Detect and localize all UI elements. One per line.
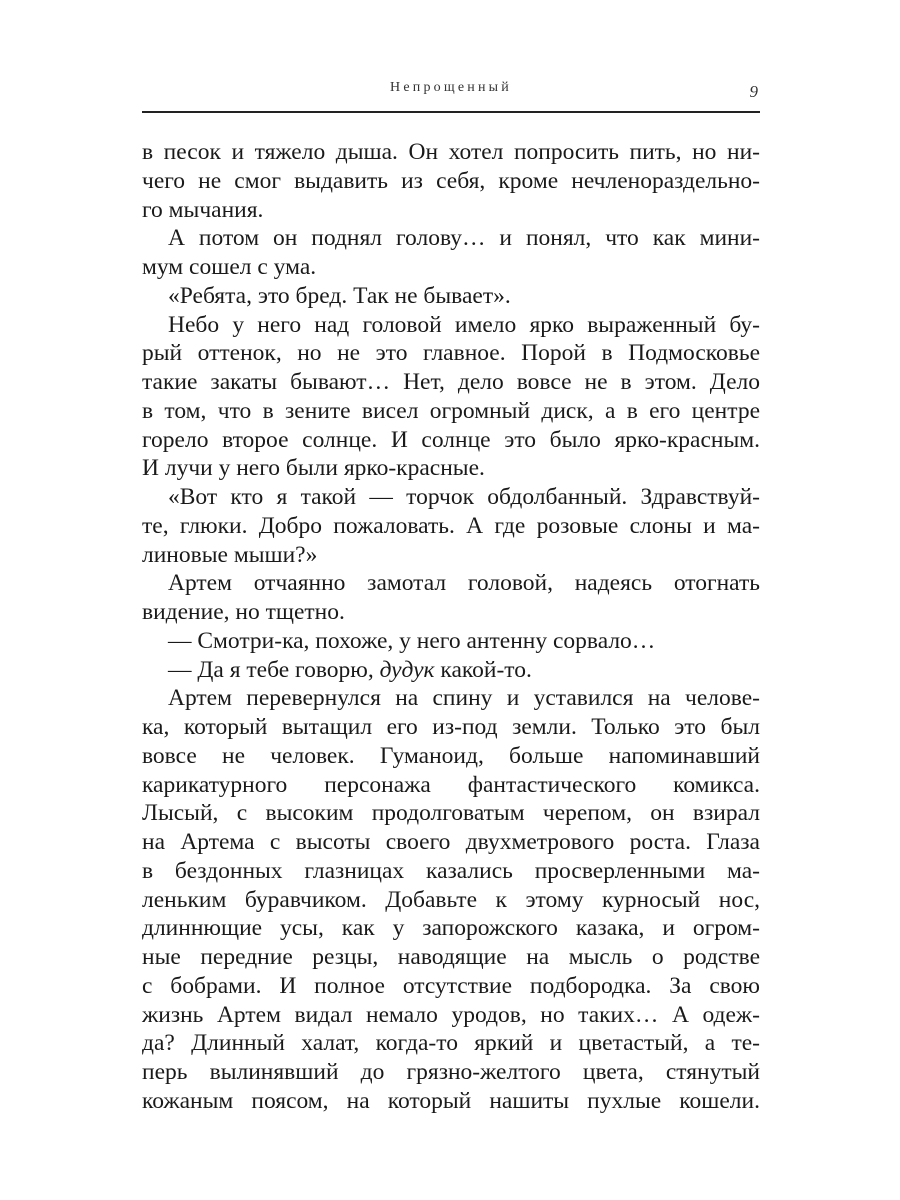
text-line: жизнь Артем видал немало уродов, но таких… А одеж-	[142, 1001, 760, 1028]
text-line: длиннющие усы, как у запорожского казака, и огром-	[142, 915, 760, 942]
text-line: ные передние резцы, наводящие на мысль о родстве	[142, 944, 760, 970]
running-head-title: Непрощенный	[390, 80, 512, 95]
text-line: линовые мыши?»	[142, 541, 318, 568]
text-line: Артем перевернулся на спину и уставился на челове-	[168, 685, 760, 712]
text-line: вовсе не человек. Гуманоид, больше напоминавший	[142, 742, 760, 769]
text-line: перь вылинявший до грязно-желтого цвета, стянутый	[142, 1059, 760, 1085]
body-text	[142, 138, 760, 1116]
text-line: «Ребята, это бред. Так не бывает».	[168, 282, 511, 309]
text-line: Лысый, с высоким продолговатым черепом, он взирал	[142, 800, 760, 827]
text-line: такие закаты бывают… Нет, дело вовсе не в этом. Дело	[142, 369, 760, 395]
text-line: И лучи у него были ярко-красные.	[142, 455, 485, 482]
text-line: в песок и тяжело дыша. Он хотел попросить пить, но ни-	[142, 139, 760, 165]
italic-word: дудук	[379, 656, 435, 683]
text-span: какой-то.	[434, 656, 532, 683]
text-line	[142, 656, 760, 685]
text-line: рый оттенок, но не это главное. Порой в Подмосковье	[142, 340, 760, 367]
text-line: карикатурного персонажа фантастического комикса.	[142, 771, 760, 798]
text-line: в том, что в зените висел огромный диск, а в его центре	[142, 397, 760, 424]
text-line: кожаным поясом, на который нашиты пухлые кошели.	[142, 1087, 760, 1114]
text-line: чего не смог выдавить из себя, кроме нечленораздельно-	[142, 167, 760, 194]
text-line: на Артема с высоты своего двухметрового роста. Глаза	[142, 829, 760, 855]
text-line: видение, но тщетно.	[142, 599, 345, 625]
text-line: ка, который вытащил его из-под земли. Только это был	[142, 714, 760, 740]
text-line: «Вот кто я такой — торчок обдолбанный. Здравствуй-	[168, 484, 760, 510]
text-line: горело второе солнце. И солнце это было ярко-красным.	[142, 426, 760, 453]
running-head	[142, 78, 760, 104]
text-line: в бездонных глазницах казались просверленными ма-	[142, 857, 760, 884]
text-line: го мычания.	[142, 196, 264, 223]
text-line: мум сошел с ума.	[142, 254, 317, 280]
text-line: с бобрами. И полное отсутствие подбородка. За свою	[142, 972, 760, 999]
text-line: — Смотри-ка, похоже, у него антенну сорвало…	[168, 627, 656, 654]
page-number: 9	[749, 82, 758, 101]
text-line: Небо у него над головой имело ярко выраженный бу-	[168, 311, 760, 338]
header-rule	[142, 111, 760, 113]
text-line: те, глюки. Добро пожаловать. А где розовые слоны и ма-	[142, 512, 760, 539]
text-line: да? Длинный халат, когда-то яркий и цветастый, а те-	[142, 1030, 760, 1057]
text-line: А потом он поднял голову… и понял, что как мини-	[168, 225, 760, 252]
text-line: леньким буравчиком. Добавьте к этому курносый нос,	[142, 886, 760, 913]
text-line: Артем отчаянно замотал головой, надеясь отогнать	[168, 570, 760, 597]
text-span: — Да я тебе говорю,	[168, 656, 380, 683]
